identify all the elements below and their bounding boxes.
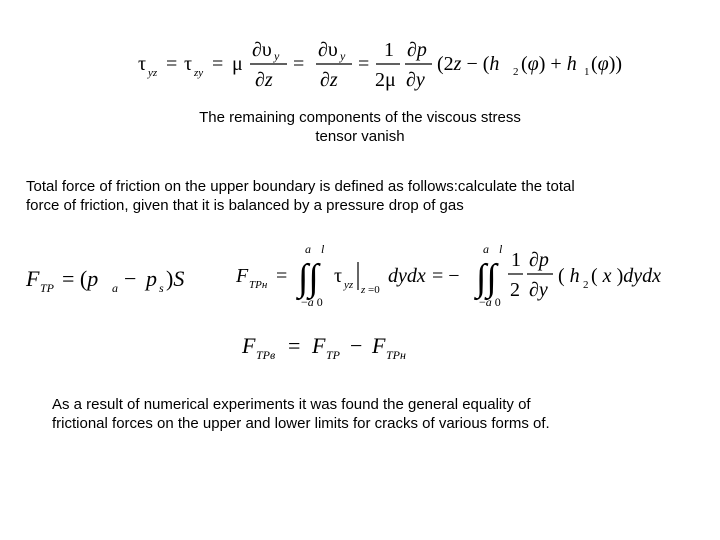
svg-text:zy: zy (194, 67, 204, 79)
svg-text:∫∫: ∫∫ (476, 257, 497, 299)
svg-text:−: − (350, 333, 363, 358)
svg-text:∂p: ∂p (529, 249, 549, 271)
svg-text:TP: TP (40, 281, 55, 295)
svg-text:( h: ( h (558, 265, 580, 287)
svg-text:= (p: = (p (62, 266, 99, 291)
svg-text:∂y: ∂y (406, 69, 425, 91)
svg-text:a: a (305, 242, 311, 256)
svg-text:y: y (274, 49, 280, 63)
paragraph-line-1: As a result of numerical experiments it was found the general equality of (52, 396, 531, 413)
svg-text:s: s (159, 281, 164, 295)
svg-text:(2z − (h: (2z − (h (437, 53, 500, 75)
svg-text:∂z: ∂z (255, 69, 273, 91)
svg-text:−a 0: −a 0 (301, 295, 323, 309)
svg-text:(φ)): (φ)) (591, 53, 623, 75)
svg-text:=: = (293, 53, 305, 75)
svg-text:2μ: 2μ (375, 69, 396, 91)
svg-text:z: z (361, 284, 366, 296)
svg-text:dydx: dydx (388, 265, 426, 287)
svg-text:∂y: ∂y (529, 279, 548, 301)
svg-text:τ: τ (184, 53, 193, 75)
svg-text:=: = (212, 53, 224, 75)
svg-text:= −: = − (432, 265, 460, 287)
svg-text:TP: TP (326, 348, 341, 362)
svg-text:1: 1 (384, 39, 394, 61)
svg-text:p: p (146, 266, 157, 291)
svg-text:F: F (242, 333, 256, 358)
svg-text:F: F (372, 333, 386, 358)
paragraph-line-2: frictional forces on the upper and lower limits for cracks of various forms of. (52, 415, 550, 432)
svg-text:∫∫: ∫∫ (298, 257, 319, 299)
svg-text:−a 0: −a 0 (479, 295, 501, 309)
svg-text:2: 2 (513, 66, 519, 78)
svg-text:∂z: ∂z (320, 69, 338, 91)
svg-text:)S: )S (166, 266, 185, 291)
svg-text:τ: τ (334, 265, 343, 287)
svg-text:TPв: TPв (256, 348, 276, 362)
svg-text:2: 2 (583, 279, 589, 291)
svg-text:yz: yz (148, 67, 158, 79)
svg-text:∂υ: ∂υ (318, 39, 338, 61)
svg-text:∂p: ∂p (407, 39, 427, 61)
svg-text:l: l (499, 242, 503, 256)
svg-text:τ: τ (138, 53, 147, 75)
svg-text:1: 1 (584, 66, 590, 78)
svg-text:−: − (124, 266, 137, 291)
svg-text:=: = (276, 265, 288, 287)
svg-text:=: = (358, 53, 370, 75)
paragraph-line-2: force of friction, given that it is balanced by a pressure drop of gas (26, 197, 464, 214)
svg-text:μ: μ (232, 53, 243, 75)
svg-text:∂υ: ∂υ (252, 39, 272, 61)
svg-text:(φ) + h: (φ) + h (521, 53, 577, 75)
svg-text:F: F (26, 266, 40, 291)
svg-text:a: a (112, 281, 118, 295)
svg-text:TPн: TPн (249, 279, 268, 291)
svg-text:yz: yz (344, 279, 354, 291)
caption-line-1: The remaining components of the viscous stress (199, 109, 521, 126)
svg-text:F: F (236, 265, 249, 287)
svg-text:l: l (321, 242, 325, 256)
svg-text:y: y (340, 49, 346, 63)
svg-text:TPн: TPн (386, 348, 406, 362)
caption-line-2: tensor vanish (315, 128, 405, 145)
svg-text:F: F (312, 333, 326, 358)
caption-viscous-stress (150, 108, 570, 146)
svg-text:=: = (166, 53, 178, 75)
svg-text:1: 1 (511, 249, 521, 271)
svg-text:=0: =0 (368, 284, 380, 296)
paragraph-line-1: Total force of friction on the upper boundary is defined as follows:calculate the total (26, 178, 575, 195)
paragraph-numerical-experiments (52, 395, 692, 433)
svg-text:( x )dydx: ( x )dydx (591, 265, 661, 287)
svg-text:2: 2 (510, 279, 520, 301)
svg-text:a: a (483, 242, 489, 256)
svg-text:=: = (288, 333, 301, 358)
paragraph-friction-upper-boundary (26, 177, 706, 215)
